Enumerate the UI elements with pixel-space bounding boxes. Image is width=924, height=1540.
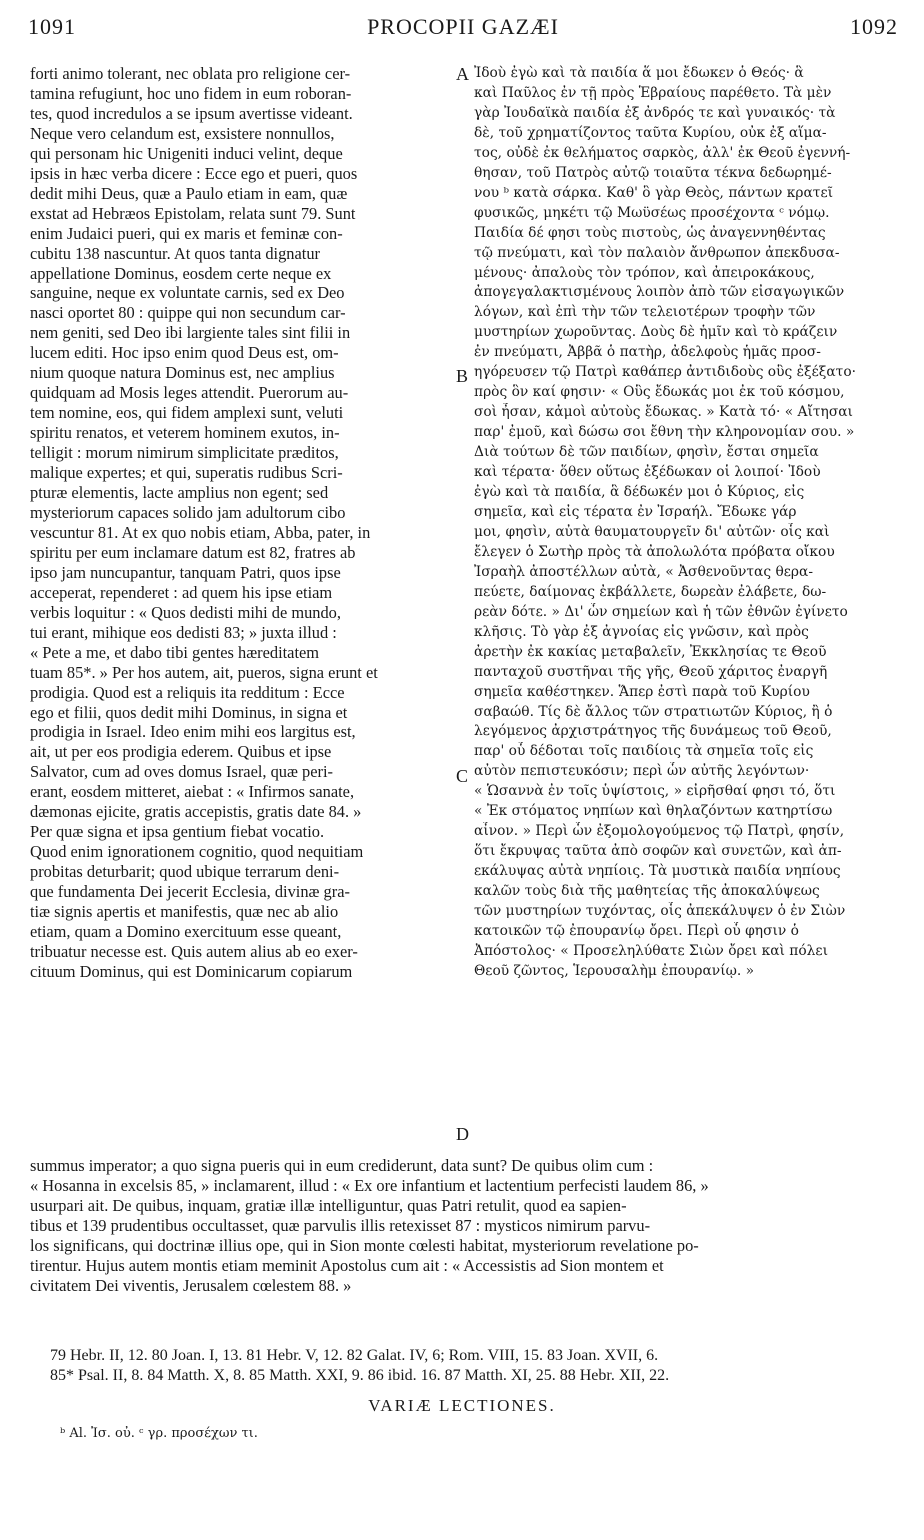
latin-text-line: prodigia in Israel. Ideo enim mihi eos largitus est,: [30, 722, 356, 742]
latin-text-line: tui erant, mihique eos dedisti 83; » juxta illud :: [30, 622, 337, 642]
latin-text-line: tiæ signis apertis et manifestis, quæ nec ab alio: [30, 902, 339, 922]
latin-text-line: forti animo tolerant, nec oblata pro religione cer-: [30, 64, 351, 83]
latin-text-line: ego et filii, quos dedit mihi Dominus, in signa et: [30, 702, 348, 722]
greek-text-line: καλῶν τοὺς διὰ τῆς μαθητείας τῆς ἀποκαλύψεως: [474, 883, 820, 900]
greek-text-line: κλῆσις. Τὸ γὰρ ἐξ ἀγνοίας εἰς γνῶσιν, καὶ πρὸς: [474, 623, 809, 640]
latin-text-line: lucem editi. Hoc ipso enim quod Deus est, om-: [30, 343, 339, 363]
latin-text-line: nium quoque natura Dominus est, nec amplius: [30, 363, 335, 383]
latin-text-line: « Pete a me, et dabo tibi gentes hæreditatem: [30, 642, 320, 662]
latin-text-line: nasci oportet 80 : quippe qui non secundum car-: [30, 303, 346, 323]
latin-text-line: dæmonas ejicite, gratis accepistis, gratis date 84. »: [30, 802, 362, 822]
footnotes: [50, 1346, 910, 1386]
latin-text-line: ipso jam nuncupantur, tanquam Patri, quos ipse: [30, 562, 341, 582]
greek-text-line: πανταχοῦ συστῆναι τῆς γῆς, Θεοῦ χάριτος ἐναργῆ: [474, 663, 828, 680]
greek-text-line: τος, οὐδὲ ἐκ θελήματος σαρκὸς, ἀλλ' ἐκ Θεοῦ ἐγεννή-: [474, 144, 851, 161]
latin-text-line: malique expertes; et qui, superatis rudibus Scri-: [30, 463, 343, 483]
footnote-line: 79 Hebr. II, 12. 80 Joan. I, 13. 81 Hebr. V, 12. 82 Galat. IV, 6; Rom. VIII, 15. 83 Joan. XVII, 6.: [50, 1347, 659, 1364]
latin-text-line: exstat ad Hebræos Epistolam, relata sunt 79. Sunt: [30, 203, 356, 223]
greek-text-line: Ἀπόστολος· « Προσεληλύθατε Σιὼν ὄρει καὶ πόλει: [474, 942, 828, 959]
greek-text-line: φυσικῶς, μηκέτι τῷ Μωϋσέως προσέχοντα ᶜ νόμῳ.: [474, 204, 830, 221]
latin-text-line: tuam 85*. » Per hos autem, ait, pueros, signa erunt et: [30, 662, 378, 682]
greek-text-line: πρὸς ὃν καί φησιν· « Οὓς ἔδωκάς μοι ἐκ τοῦ κόσμου,: [474, 384, 845, 401]
latin-text-line: que fundamenta Dei jecerit Ecclesia, divinæ gra-: [30, 882, 350, 902]
latin-text-line: spiritu renatos, et veterem hominem exutos, in-: [30, 423, 340, 443]
latin-text-line: spiritu per eum inclamare datum est 82, fratres ab: [30, 542, 356, 562]
latin-text-line: mysteriorum capaces solido jam adultorum cibo: [30, 502, 346, 522]
greek-text-line: δὲ, τοῦ χρηματίζοντος ταῦτα Κυρίου, οὐκ ἐξ αἵμα-: [474, 124, 827, 141]
margin-marker-a: A: [456, 64, 469, 84]
greek-text-line: τῶν μυστηρίων τυχόντας, οἷς ἀπεκάλυψεν ὁ ἐν Σιὼν: [474, 903, 846, 920]
greek-text-line: μυστηρίων χωροῦντας. Δοὺς δὲ ἡμῖν καὶ τὸ κράζειν: [474, 324, 838, 341]
latin-text-line: nem geniti, sed Deo ibi largiente tales sint filii in: [30, 323, 351, 343]
greek-text-line: σημεῖα, καὶ εἰς τέρατα ἐν Ἰσραήλ. Ἔδωκε γάρ: [474, 503, 797, 520]
latin-text-line: sanguine, neque ex voluntate carnis, sed ex Deo: [30, 283, 345, 303]
latin-text-line: cubitu 138 nascuntur. At quos tanta dignatur: [30, 243, 320, 263]
greek-text-line: θησαν, τοῦ Πατρὸς αὐτῷ τοιαῦτα τέκνα δεδωρημέ-: [474, 164, 832, 181]
greek-text-line: κατοικῶν τῷ ἐπουρανίῳ ὄρει. Περὶ οὗ φησιν ὁ: [474, 922, 799, 939]
latin-text-line: Per quæ signa et ipsa gentium fiebat vocatio.: [30, 822, 325, 842]
latin-text-line: erant, eosdem mitteret, aiebat : « Infirmos sanate,: [30, 782, 355, 802]
latin-text-line: tamina refugiunt, hoc uno fidem in eum roboran-: [30, 83, 352, 103]
greek-text-line: γὰρ Ἰουδαϊκὰ παιδία ἐξ ἀνδρός τε καὶ γυναικός· τὰ: [474, 104, 836, 121]
greek-text-line: παρ' ἐμοῦ, καὶ δώσω σοι ἔθνη τὴν κληρονομίαν σου. »: [474, 424, 855, 441]
latin-text-line: tes, quod incredulos a se ipsum avertisse videant.: [30, 103, 353, 123]
latin-text-line: telligit : morum nimirum simplicitate præditos,: [30, 443, 339, 463]
latin-text-line: ipsis in hæc verba dicere : Ecce ego et pueri, quos: [30, 163, 358, 183]
full-width-text: [30, 1156, 910, 1296]
greek-text-line: ἔλεγεν ὁ Σωτὴρ πρὸς τὰ ἀπολωλότα πρόβατα οἴκου: [474, 543, 835, 560]
greek-text-line: ἀπογεγαλακτισμένους λοιπὸν ἀπὸ τῶν εἰσαγωγικῶν: [474, 284, 845, 301]
greek-text-line: Παιδία δέ φησι τοὺς πιστοὺς, ὡς ἀναγεννηθέντας: [474, 224, 826, 241]
latin-text-line: etiam, quam a Domino exercituum esse queant,: [30, 921, 342, 941]
margin-marker-b: B: [456, 366, 469, 386]
greek-text-line: Ἰδοὺ ἐγὼ καὶ τὰ παιδία ἅ μοι ἔδωκεν ὁ Θεός· ἃ: [474, 65, 804, 81]
latin-text-line: vescuntur 81. At ex quo nobis etiam, Abba, pater, in: [30, 522, 371, 542]
variae-lectiones-title: VARIÆ LECTIONES.: [368, 1396, 556, 1415]
greek-text-line: λόγων, καὶ ἐπὶ τὴν τῶν τελειοτέρων τροφὴν τῶν: [474, 304, 816, 321]
greek-text-line: « Ἐκ στόματος νηπίων καὶ θηλαζόντων κατηρτίσω: [474, 803, 833, 820]
latin-column: [30, 64, 458, 982]
latin-text-line: Neque vero celandum est, exsistere nonnullos,: [30, 123, 335, 143]
full-width-text-line: tibus et 139 prudentibus occultasset, quæ parvulis illis retexisset 87 : mysticos nimirum parvu-: [30, 1215, 651, 1235]
greek-text-line: ρεὰν δότε. » Δι' ὧν σημείων καὶ ἡ τῶν ἐθνῶν ἐγίνετο: [474, 603, 848, 620]
greek-text-line: ἐγὼ καὶ τὰ παιδία, ἃ δέδωκέν μοι ὁ Κύριος, εἰς: [474, 484, 805, 501]
full-width-text-line: civitatem Dei viventis, Jerusalem cœlestem 88. »: [30, 1275, 352, 1295]
greek-text-line: παρ' οὗ δέδοται τοῖς παιδίοις τὰ σημεῖα τοῖς εἰς: [474, 743, 814, 760]
margin-marker-c: C: [456, 766, 469, 786]
latin-text-line: tribuatur necesse est. Quis autem alius ab eo exer-: [30, 941, 358, 961]
latin-text-line: probitas deturbarit; quod ubique terrarum deni-: [30, 862, 340, 882]
latin-text-line: dedit mihi Deus, quæ a Paulo etiam in eam, quæ: [30, 183, 348, 203]
greek-text-line: μοι, φησὶν, αὐτὰ θαυματουργεῖν δι' αὐτῶν· οἷς καὶ: [474, 523, 830, 540]
latin-text-line: acceperat, rependeret : ad quem his ipse etiam: [30, 582, 333, 602]
full-width-text-line: usurpari ait. De quibus, inquam, gratiæ illæ intelliguntur, quas Patri retulit, quod ea sapien-: [30, 1195, 627, 1215]
latin-text-line: verbis loquitur : « Quos dedisti mihi de mundo,: [30, 602, 341, 622]
latin-text-line: prodigia. Quod est a reliquis ita redditum : Ecce: [30, 682, 345, 702]
running-title: PROCOPII GAZÆI: [367, 14, 559, 39]
greek-text-line: πεύετε, δαίμονας ἐκβάλλετε, δωρεὰν ἐλάβετε, δω-: [474, 583, 827, 600]
latin-text-line: enim Judaici pueri, qui ex maris et feminæ con-: [30, 223, 343, 243]
page-header: [28, 14, 898, 50]
greek-text-line: σοὶ ἦσαν, κἀμοὶ αὐτοὺς ἔδωκας. » Κατὰ τό· « Αἴτησαι: [474, 404, 853, 421]
greek-text-line: νου ᵇ κατὰ σάρκα. Καθ' ὃ γὰρ Θεὸς, πάντων κρατεῖ: [474, 184, 833, 201]
greek-text-line: τῷ πνεύματι, καὶ τὸν παλαιὸν ἄνθρωπον ἀπεκδυσα-: [474, 244, 840, 261]
page-number-left: 1091: [28, 14, 76, 39]
full-width-text-line: summus imperator; a quo signa pueris qui in eum crediderunt, data sunt? De quibus olim cum :: [30, 1156, 654, 1175]
full-width-text-line: tirentur. Hujus autem montis etiam meminit Apostolus cum ait : « Accessistis ad Sion montem et: [30, 1255, 664, 1275]
greek-text-line: μένους· ἀπαλοὺς τὸν τρόπον, καὶ ἀπειροκάκους,: [474, 264, 815, 281]
variae-lectiones-line: ᵇ Al. Ἰσ. οὐ. ᶜ γρ. προσέχων τι.: [60, 1426, 258, 1441]
greek-text-line: αὐτὸν πεπιστευκόσιν; περὶ ὧν αὐτῆς λεγόντων·: [474, 763, 810, 780]
latin-text-line: qui personam hic Unigeniti induci velint, deque: [30, 143, 343, 163]
greek-text-line: σημεῖα καθέστηκεν. Ἅπερ ἐστὶ παρὰ τοῦ Κυρίου: [474, 683, 810, 700]
page-number-right: 1092: [850, 14, 898, 39]
greek-text-line: Ἰσραὴλ ἀποστέλλων αὐτὰ, « Ἀσθενοῦντας θερα-: [474, 563, 813, 580]
greek-column: [474, 64, 908, 982]
greek-text-line: ηγόρευσεν τῷ Πατρὶ καθάπερ ἀντιδιδοὺς οὓς ἐξέξατο·: [474, 364, 857, 381]
greek-text-line: « Ὡσαννὰ ἐν τοῖς ὑψίστοις, » εἰρῆσθαί φησι τό, ὅτι: [474, 783, 836, 800]
latin-text-line: appellatione Dominus, eosdem certe neque ex: [30, 263, 332, 283]
greek-text-line: Διὰ τούτων δὲ τῶν παιδίων, φησὶν, ἔσται σημεῖα: [474, 444, 819, 461]
latin-text-line: pturæ elementis, lacte amplius non egent; sed: [30, 483, 329, 503]
latin-text-line: tem nomine, eos, qui fidem amplexi sunt, veluti: [30, 403, 344, 423]
greek-text-line: εκάλυψας αὐτὰ νηπίοις. Τὰ μυστικὰ παιδία νηπίους: [474, 863, 841, 880]
latin-text-line: Quod enim ignorationem cognitio, quod nequitiam: [30, 842, 364, 862]
greek-text-line: καὶ Παῦλος ἐν τῇ πρὸς Ἑβραίους παρέθετο. Τὰ μὲν: [474, 84, 832, 101]
greek-text-line: σαβαώθ. Τίς δὲ ἄλλος τῶν στρατιωτῶν Κύριος, ἢ ὁ: [474, 703, 833, 720]
latin-text-line: Salvator, cum ad oves domus Israel, quæ peri-: [30, 762, 333, 782]
margin-marker-d: D: [456, 1124, 469, 1144]
latin-text-line: cituum Dominus, qui est Dominicarum copiarum: [30, 961, 353, 981]
greek-text-line: Θεοῦ ζῶντος, Ἱερουσαλὴμ ἐπουρανίῳ. »: [474, 962, 755, 979]
greek-text-line: ἀρετὴν ἐκ κακίας μεταβαλεῖν, Ἐκκλησίας τε Θεοῦ: [474, 643, 827, 660]
greek-text-line: αἶνον. » Περὶ ὧν ἐξομολογούμενος τῷ Πατρὶ, φησίν,: [474, 823, 845, 840]
greek-text-line: λεγόμενος ἀρχιστράτηγος τῆς δυνάμεως τοῦ Θεοῦ,: [474, 723, 832, 740]
latin-text-line: ait, ut per eos prodigia ederem. Quibus et ipse: [30, 742, 332, 762]
greek-text-line: ἐν πνεύματι, Ἀββᾶ ὁ πατὴρ, ἀδελφοὺς ἡμᾶς προσ-: [474, 344, 821, 361]
greek-text-line: ὅτι ἔκρυψας ταῦτα ἀπὸ σοφῶν καὶ συνετῶν, καὶ ἀπ-: [474, 843, 842, 860]
latin-text-line: quidquam ad Mosis leges attendit. Puerorum au-: [30, 383, 349, 403]
footnote-line: 85* Psal. II, 8. 84 Matth. X, 8. 85 Matth. XXI, 9. 86 ibid. 16. 87 Matth. XI, 25. 88 Hebr. XII, 22.: [50, 1367, 670, 1384]
full-width-text-line: « Hosanna in excelsis 85, » inclamarent, illud : « Ex ore infantium et lactentium perfecisti laudem 86, »: [30, 1175, 709, 1195]
greek-text-line: καὶ τέρατα· ὅθεν οὕτως ἐξέδωκαν οἱ λοιποί· Ἰδοὺ: [474, 464, 821, 481]
full-width-text-line: los significans, qui doctrinæ illius ope, qui in Sion monte cœlesti habitat, mysteriorum revelatione po-: [30, 1235, 699, 1255]
